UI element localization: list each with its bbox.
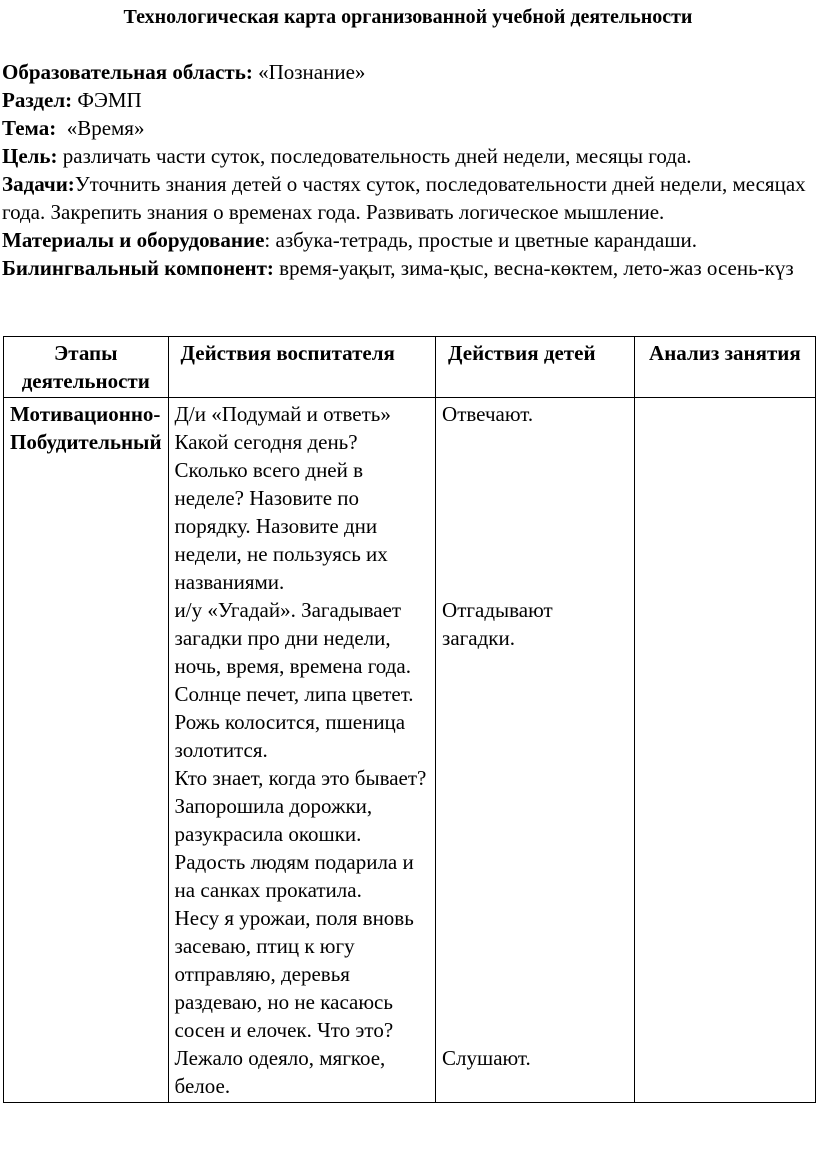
area-label: Образовательная область: (2, 60, 253, 84)
teacher-line: Радость людям подарила и на санках прокатила. (174, 850, 414, 902)
materials-label: Материалы и оборудование (2, 228, 265, 252)
header-children-actions: Действия детей (436, 337, 635, 398)
table-header-row (4, 337, 816, 398)
header-stages: Этапы деятельности (4, 337, 169, 398)
teacher-actions-cell (168, 398, 436, 1103)
teacher-line: Какой сегодня день? (174, 430, 358, 454)
topic-label: Тема: (2, 116, 57, 140)
teacher-line: и/у «Угадай». Загадывает загадки про дни недели, ночь, время, времена года. (174, 598, 411, 678)
area-value: «Познание» (258, 60, 366, 84)
topic-value: «Время» (66, 116, 145, 140)
teacher-line: Несу я урожаи, поля вновь засеваю, птиц к югу отправляю, деревья раздеваю, но не касаюсь сосен и елочек. Что это? (174, 906, 414, 1042)
tasks-label: Задачи: (2, 172, 75, 196)
bilingual-line (2, 254, 814, 282)
lesson-plan-table (3, 336, 816, 1103)
goal-label: Цель: (2, 144, 58, 168)
tasks-line (2, 170, 814, 226)
section-label: Раздел: (2, 88, 73, 112)
children-action: Отгадывают загадки. (442, 598, 553, 650)
goal-value: различать части суток, последовательность дней недели, месяцы года. (62, 144, 692, 168)
children-action: Слушают. (442, 1046, 531, 1070)
analysis-cell (634, 398, 815, 1103)
topic-line (2, 114, 814, 142)
teacher-line: Солнце печет, липа цветет. Рожь колосится, пшеница золотится. (174, 682, 414, 762)
teacher-line: Д/и «Подумай и ответь» (174, 402, 391, 426)
teacher-line: Лежало одеяло, мягкое, белое. (174, 1046, 386, 1098)
tasks-value: Уточнить знания детей о частях суток, последовательности дней недели, месяцах года. Закрепить знания о временах года. Развивать логическое мышление. (2, 172, 806, 224)
bilingual-label: Билингвальный компонент: (2, 256, 274, 280)
stage-cell: Мотивационно-Побудительный (4, 398, 169, 1103)
goal-line (2, 142, 814, 170)
bilingual-value: время-уақыт, зима-қыс, весна-көктем, лето-жаз осень-күз (279, 256, 794, 280)
materials-value: : азбука-тетрадь, простые и цветные карандаши. (264, 228, 698, 252)
children-actions-cell (436, 398, 635, 1103)
header-analysis: Анализ занятия (634, 337, 815, 398)
teacher-line: Кто знает, когда это бывает? (174, 766, 427, 790)
table-row (4, 398, 816, 1103)
page-title: Технологическая карта организованной учебной деятельности (123, 6, 693, 28)
section-line (2, 86, 814, 114)
materials-line (2, 226, 814, 254)
lesson-meta (2, 58, 814, 282)
children-action: Отвечают. (442, 402, 534, 426)
teacher-line: Сколько всего дней в неделе? Назовите по порядку. Назовите дни недели, не пользуясь их названиями. (174, 458, 388, 594)
section-value: ФЭМП (77, 88, 142, 112)
teacher-line: Запорошила дорожки, разукрасила окошки. (174, 794, 373, 846)
area-line (2, 58, 814, 86)
header-teacher-actions: Действия воспитателя (168, 337, 436, 398)
